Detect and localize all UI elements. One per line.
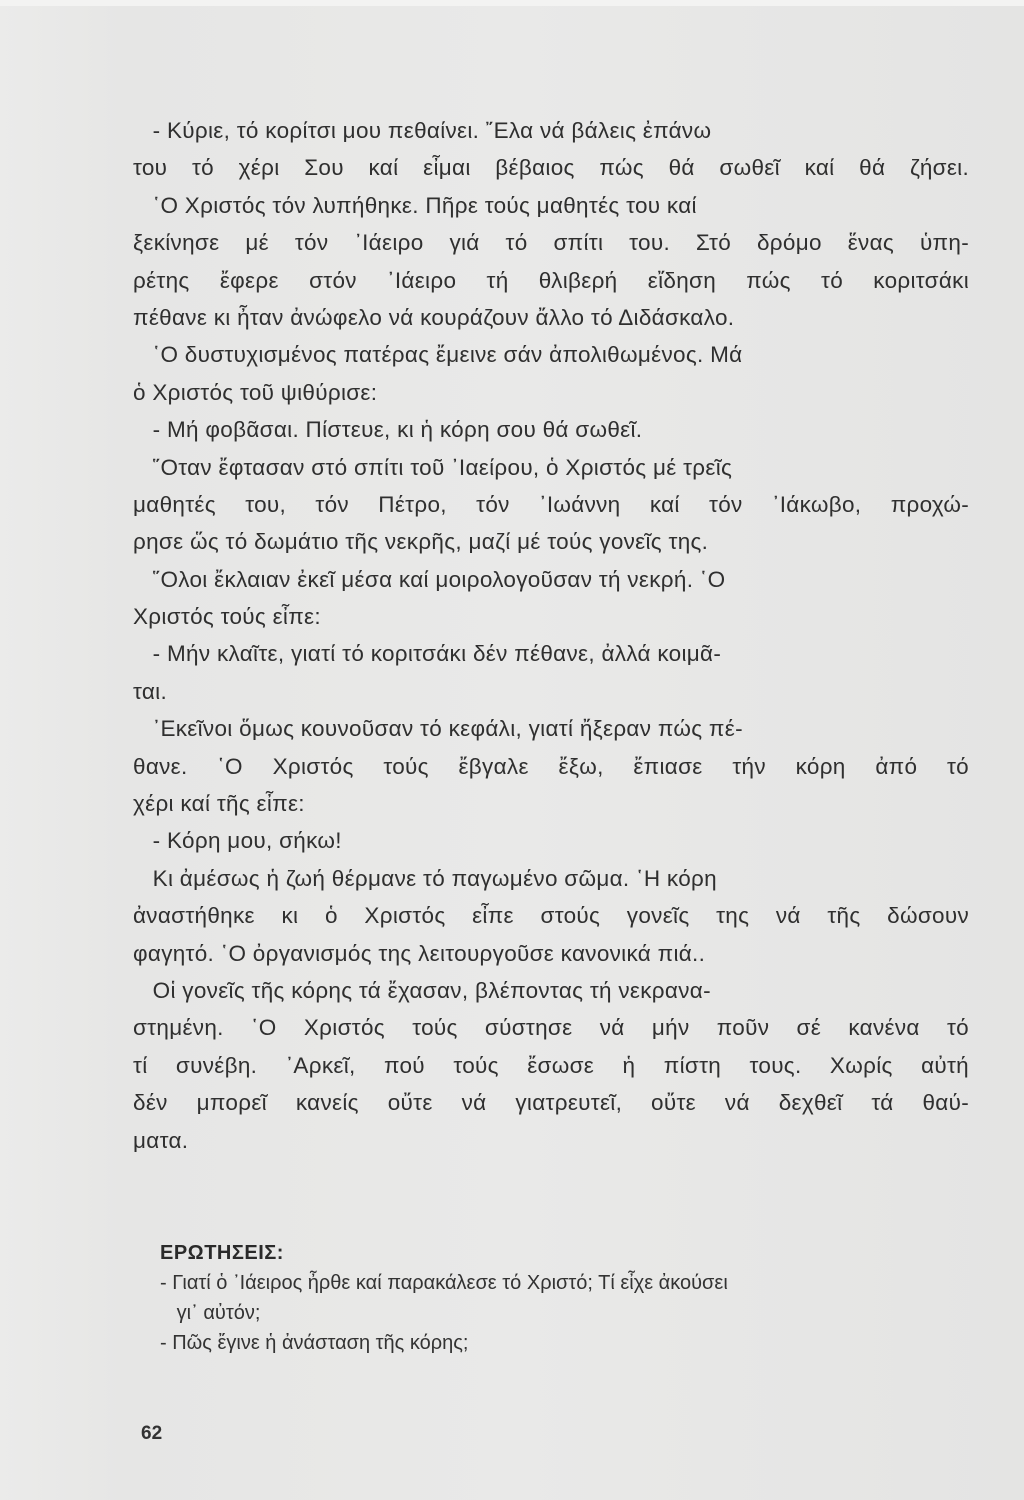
text-line: πέθανε κι ἦταν ἀνώφελο νά κουράζουν ἄλλο τό Διδάσκαλο. xyxy=(133,304,735,330)
text-line: φαγητό. ῾Ο ὀργανισμός της λειτουργοῦσε κανονικά πιά.. xyxy=(133,940,706,966)
text-line: ματα. xyxy=(133,1127,189,1153)
text-line: - Κόρη μου, σήκω! xyxy=(133,828,342,854)
questions-section xyxy=(160,1238,960,1358)
page-number: 62 xyxy=(141,1423,163,1444)
text-line: θανε. ῾Ο Χριστός τούς ἔβγαλε ἔξω, ἔπιασε τήν κόρη ἀπό τό xyxy=(133,753,969,779)
question-line: γι᾽ αὐτόν; xyxy=(160,1302,261,1324)
text-line: - Κύριε, τό κορίτσι μου πεθαίνει. ῎Ελα νά βάλεις ἐπάνω xyxy=(133,118,712,143)
text-line: ῾Ο Χριστός τόν λυπήθηκε. Πῆρε τούς μαθητές του καί xyxy=(133,192,697,218)
text-line: ται. xyxy=(133,678,168,704)
text-line: - Μή φοβᾶσαι. Πίστευε, κι ἡ κόρη σου θά σωθεῖ. xyxy=(133,417,643,443)
text-line: Χριστός τούς εἶπε: xyxy=(133,604,321,630)
text-line: Οἱ γονεῖς τῆς κόρης τά ἔχασαν, βλέποντας τή νεκρανα- xyxy=(133,977,711,1003)
page-top-edge xyxy=(0,0,1024,6)
text-line: - Μήν κλαῖτε, γιατί τό κοριτσάκι δέν πέθανε, ἀλλά κοιμᾶ- xyxy=(133,641,722,667)
text-line: ἀναστήθηκε κι ὁ Χριστός εἶπε στούς γονεῖς της νά τῆς δώσουν xyxy=(133,903,969,929)
text-line: μαθητές του, τόν Πέτρο, τόν ᾽Ιωάννη καί τόν ᾽Ιάκωβο, προχώ- xyxy=(133,491,969,517)
text-line: χέρι καί τῆς εἶπε: xyxy=(133,791,305,817)
questions-heading: ΕΡΩΤΗΣΕΙΣ: xyxy=(160,1242,284,1264)
text-line: ᾽Εκεῖνοι ὅμως κουνοῦσαν τό κεφάλι, γιατί ἤξεραν πώς πέ- xyxy=(133,716,743,742)
text-line: δέν μπορεῖ κανείς οὔτε νά γιατρευτεῖ, οὔτε νά δεχθεῖ τά θαύ- xyxy=(133,1090,969,1116)
text-line: τί συνέβη. ᾽Αρκεῖ, πού τούς ἔσωσε ἡ πίστη τους. Χωρίς αὐτή xyxy=(133,1052,969,1078)
story-text xyxy=(133,112,969,1159)
text-line: ῾Ο δυστυχισμένος πατέρας ἔμεινε σάν ἀπολιθωμένος. Μά xyxy=(133,342,743,368)
text-line: ξεκίνησε μέ τόν ᾽Ιάειρο γιά τό σπίτι του. Στό δρόμο ἕνας ὑπη- xyxy=(133,230,969,256)
text-line: ὁ Χριστός τοῦ ψιθύρισε: xyxy=(133,379,378,405)
text-line: ῞Ολοι ἔκλαιαν ἐκεῖ μέσα καί μοιρολογοῦσαν τή νεκρή. ῾Ο xyxy=(133,566,726,592)
text-line: ρησε ὥς τό δωμάτιο τῆς νεκρῆς, μαζί μέ τούς γονεῖς της. xyxy=(133,529,709,555)
text-line: Κι ἀμέσως ἡ ζωή θέρμανε τό παγωμένο σῶμα. ῾Η κόρη xyxy=(133,865,717,891)
text-line: στημένη. ῾Ο Χριστός τούς σύστησε νά μήν ποῦν σέ κανένα τό xyxy=(133,1015,969,1041)
question-line: - Πῶς ἔγινε ἡ ἀνάσταση τῆς κόρης; xyxy=(160,1332,469,1354)
question-line: - Γιατί ὁ ᾽Ιάειρος ἦρθε καί παρακάλεσε τό Χριστό; Τί εἶχε ἀκούσει xyxy=(160,1272,728,1294)
text-line: ρέτης ἔφερε στόν ᾽Ιάειρο τή θλιβερή εἴδηση πώς τό κοριτσάκι xyxy=(133,267,969,293)
text-line: ῞Οταν ἔφτασαν στό σπίτι τοῦ ᾽Ιαείρου, ὁ Χριστός μέ τρεῖς xyxy=(133,454,733,480)
text-line: του τό χέρι Σου καί εἶμαι βέβαιος πώς θά σωθεῖ καί θά ζήσει. xyxy=(133,155,969,181)
